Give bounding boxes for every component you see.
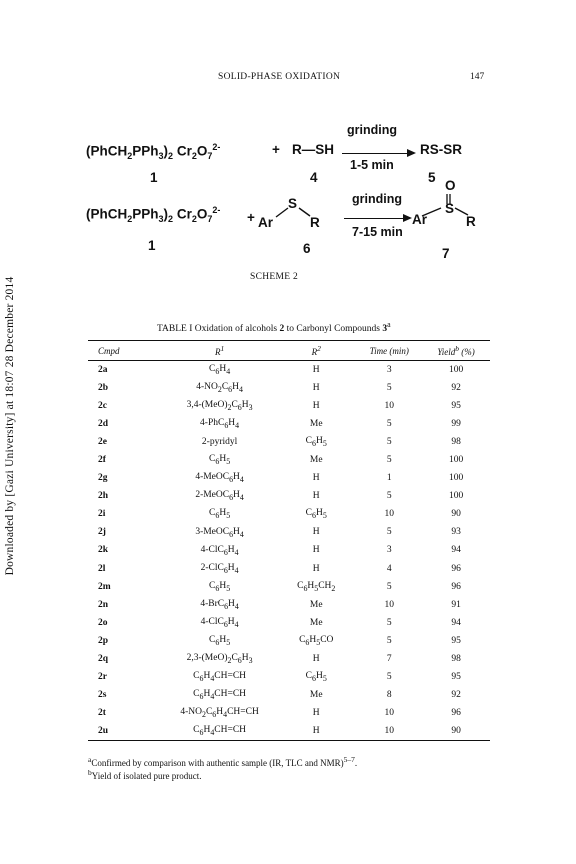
table-row	[88, 361, 490, 380]
table-row	[88, 596, 490, 614]
sulfide-aryl-label: Ar	[258, 215, 274, 230]
cell-r1: $4-PhC_6H_4$	[200, 418, 240, 431]
cell-r2: Me	[309, 599, 323, 610]
cell-cmpd: 2k	[98, 545, 109, 556]
cell-time: 5	[386, 419, 392, 430]
cell-cmpd: 2o	[98, 617, 108, 628]
cell-time: 5	[386, 617, 392, 628]
thiol-formula: R—SH	[292, 142, 335, 157]
arrow-condition-top: grinding	[347, 123, 397, 137]
table-body	[88, 361, 490, 741]
cell-cmpd: 2a	[98, 365, 108, 376]
sulfoxide-aryl-label: Ar	[412, 212, 428, 227]
cell-time: 7	[386, 653, 392, 664]
table-title: TABLE I Oxidation of alcohols 2 to Carbonyl Compounds 3$^a$	[157, 320, 391, 335]
cell-r1: $2-MeOC_6H_4$	[195, 490, 244, 503]
cell-r1: 2-pyridyl	[201, 437, 238, 448]
table-row	[88, 560, 490, 578]
table-row	[88, 469, 490, 487]
header-r1: $R^1$	[214, 344, 225, 357]
cell-r1: $C_6H_5$	[209, 580, 231, 593]
cell-cmpd: 2i	[98, 509, 106, 520]
table-row	[88, 704, 490, 722]
reaction-arrow	[344, 218, 410, 219]
cell-yield: 90	[451, 509, 461, 520]
cell-cmpd: 2m	[98, 581, 111, 592]
table-row	[88, 433, 490, 451]
cell-r1: $C_6H_4CH=CH$	[193, 725, 247, 737]
cell-r1: $C_6H_4CH=CH$	[193, 670, 247, 683]
table-row	[88, 578, 490, 596]
arrow-condition-bottom: 1-5 min	[350, 158, 394, 172]
cell-r1: $4-MeOC_6H_4$	[195, 472, 244, 485]
cell-r1: $C_6H_4CH=CH$	[193, 688, 247, 701]
table-row	[88, 541, 490, 559]
cell-cmpd: 2r	[98, 671, 107, 682]
cell-r1: $C_6H_4$	[209, 364, 231, 376]
footnote-a: $^a$Confirmed by comparison with authentic sample (IR, TLC and NMR)$^{5-7}$.	[88, 755, 358, 768]
cell-r2: Me	[309, 419, 323, 430]
compound-number-4: 4	[310, 170, 318, 185]
cell-r2: H	[312, 707, 320, 718]
table-row	[88, 487, 490, 505]
cell-r1: $4-BrC_6H_4$	[200, 598, 239, 611]
sulfide-r-label: R	[310, 215, 320, 230]
cell-time: 3	[386, 545, 392, 556]
cell-r1: $2,3-(MeO)_2C_6H_3$	[186, 652, 253, 665]
download-watermark: Downloaded by [Gazi University] at 18:07 28 December 2014	[4, 276, 16, 576]
cell-time: 8	[386, 689, 392, 700]
table-row	[88, 505, 490, 523]
cell-r2: $C_6H_5$	[305, 508, 327, 521]
header-cmpd: Cmpd	[98, 345, 120, 356]
reagent-formula: $(PhCH_2PPh_3)_2$ $Cr_2O_7^{2-}$	[86, 205, 221, 225]
table-row	[88, 614, 490, 632]
sulfoxide-oxygen-label: O	[445, 178, 456, 193]
cell-time: 4	[386, 563, 392, 574]
cell-yield: 94	[451, 545, 461, 556]
header-r2: $R^2$	[311, 344, 321, 357]
scheme-caption: SCHEME 2	[250, 272, 299, 282]
running-header-title: SOLID-PHASE OXIDATION	[218, 72, 341, 82]
cell-time: 5	[386, 635, 392, 646]
cell-time: 3	[386, 365, 392, 376]
cell-time: 5	[386, 383, 392, 394]
cell-r1: $3-MeOC_6H_4$	[195, 526, 244, 539]
arrow-condition-bottom: 7-15 min	[352, 225, 403, 239]
compound-number-7: 7	[442, 246, 450, 261]
cell-time: 10	[384, 401, 394, 412]
cell-time: 5	[386, 437, 392, 448]
cell-cmpd: 2c	[98, 401, 107, 412]
cell-cmpd: 2p	[98, 635, 109, 646]
cell-time: 10	[384, 707, 394, 718]
cell-yield: 99	[451, 419, 461, 430]
cell-time: 5	[386, 671, 392, 682]
table-row	[88, 523, 490, 541]
cell-yield: 92	[451, 383, 461, 394]
cell-time: 10	[384, 509, 394, 520]
cell-cmpd: 2n	[98, 599, 109, 610]
plus-sign: +	[247, 210, 255, 225]
disulfide-product: RS-SR	[420, 142, 463, 157]
cell-r2: $C_6H_5CH_2$	[297, 580, 336, 593]
header-time: Time (min)	[369, 345, 409, 356]
header-yield: Yield$^b$ (%)	[437, 344, 475, 357]
cell-time: 1	[386, 473, 392, 484]
page-number: 147	[470, 72, 485, 82]
cell-yield: 92	[451, 689, 461, 700]
cell-r2: Me	[309, 455, 323, 466]
cell-r2: H	[312, 491, 320, 502]
cell-yield: 96	[451, 707, 461, 718]
table-row	[88, 722, 490, 741]
cell-yield: 98	[451, 653, 461, 664]
cell-cmpd: 2d	[98, 419, 109, 430]
cell-yield: 90	[451, 725, 461, 736]
cell-cmpd: 2u	[98, 725, 109, 736]
cell-yield: 100	[448, 455, 464, 466]
reagent-formula: $(PhCH_2PPh_3)_2$ $Cr_2O_7^{2-}$	[86, 142, 221, 162]
cell-yield: 96	[451, 563, 461, 574]
cell-yield: 100	[448, 491, 464, 502]
plus-sign: +	[272, 142, 280, 157]
cell-yield: 100	[448, 365, 464, 376]
footnote-b: $^b$Yield of isolated pure product.	[88, 768, 202, 781]
table-row	[88, 632, 490, 650]
compound-number-1: 1	[150, 170, 158, 185]
cell-r1: $4-NO_2C_6H_4CH=CH$	[180, 706, 259, 719]
table-header-row	[88, 341, 490, 361]
cell-r2: $C_6H_5$	[305, 436, 327, 449]
cell-r1: $4-NO_2C_6H_4$	[196, 382, 243, 395]
cell-r2: $C_6H_5CO$	[299, 634, 334, 647]
cell-yield: 100	[448, 473, 464, 484]
cell-time: 10	[384, 725, 394, 736]
cell-yield: 95	[451, 401, 461, 412]
table-row	[88, 415, 490, 433]
sulfide-sulfur-label: S	[288, 196, 298, 211]
cell-r2: H	[312, 473, 320, 484]
cell-r1: $4-ClC_6H_4$	[200, 544, 239, 557]
cell-r2: H	[312, 563, 320, 574]
arrow-condition-top: grinding	[352, 192, 402, 206]
sulfoxide-sulfur-label: S	[445, 201, 455, 216]
cell-r2: Me	[309, 617, 323, 628]
cell-yield: 95	[451, 671, 461, 682]
table-row	[88, 397, 490, 415]
cell-r2: H	[312, 527, 320, 538]
cell-yield: 93	[451, 527, 461, 538]
compound-number-1: 1	[148, 238, 156, 253]
cell-r2: H	[312, 383, 320, 394]
cell-r1: $C_6H_5$	[209, 508, 231, 521]
cell-r1: $4-ClC_6H_4$	[200, 616, 239, 629]
cell-cmpd: 2b	[98, 383, 109, 394]
cell-cmpd: 2j	[98, 527, 106, 538]
cell-time: 5	[386, 491, 392, 502]
cell-time: 5	[386, 581, 392, 592]
table-row	[88, 379, 490, 397]
cell-r1: $3,4-(MeO)_2C_6H_3$	[186, 400, 253, 413]
compound-number-6: 6	[303, 241, 311, 256]
cell-cmpd: 2s	[98, 689, 107, 700]
cell-yield: 95	[451, 635, 461, 646]
cell-r2: H	[312, 365, 320, 376]
cell-r2: H	[312, 725, 320, 736]
cell-r2: $C_6H_5$	[305, 670, 327, 683]
results-table	[88, 340, 490, 741]
table-row	[88, 650, 490, 668]
cell-time: 10	[384, 599, 394, 610]
cell-yield: 98	[451, 437, 461, 448]
cell-cmpd: 2l	[98, 563, 106, 574]
cell-time: 5	[386, 527, 392, 538]
cell-r2: Me	[309, 689, 323, 700]
cell-r2: H	[312, 653, 320, 664]
cell-time: 5	[386, 455, 392, 466]
cell-cmpd: 2g	[98, 473, 108, 484]
cell-yield: 91	[451, 599, 461, 610]
cell-r1: $2-ClC_6H_4$	[200, 562, 239, 575]
table-row	[88, 668, 490, 686]
reaction-arrow	[342, 153, 414, 154]
cell-yield: 94	[451, 617, 461, 628]
cell-r2: H	[312, 545, 320, 556]
sulfoxide-r-label: R	[466, 214, 476, 229]
cell-cmpd: 2t	[98, 707, 106, 718]
table-row	[88, 686, 490, 704]
cell-cmpd: 2h	[98, 491, 109, 502]
cell-r1: $C_6H_5$	[209, 634, 231, 647]
cell-cmpd: 2e	[98, 437, 107, 448]
compound-number-5: 5	[428, 170, 436, 185]
cell-cmpd: 2q	[98, 653, 109, 664]
table-row	[88, 451, 490, 469]
cell-cmpd: 2f	[98, 455, 106, 466]
cell-r2: H	[312, 401, 320, 412]
cell-yield: 96	[451, 581, 461, 592]
cell-r1: $C_6H_5$	[209, 454, 231, 467]
